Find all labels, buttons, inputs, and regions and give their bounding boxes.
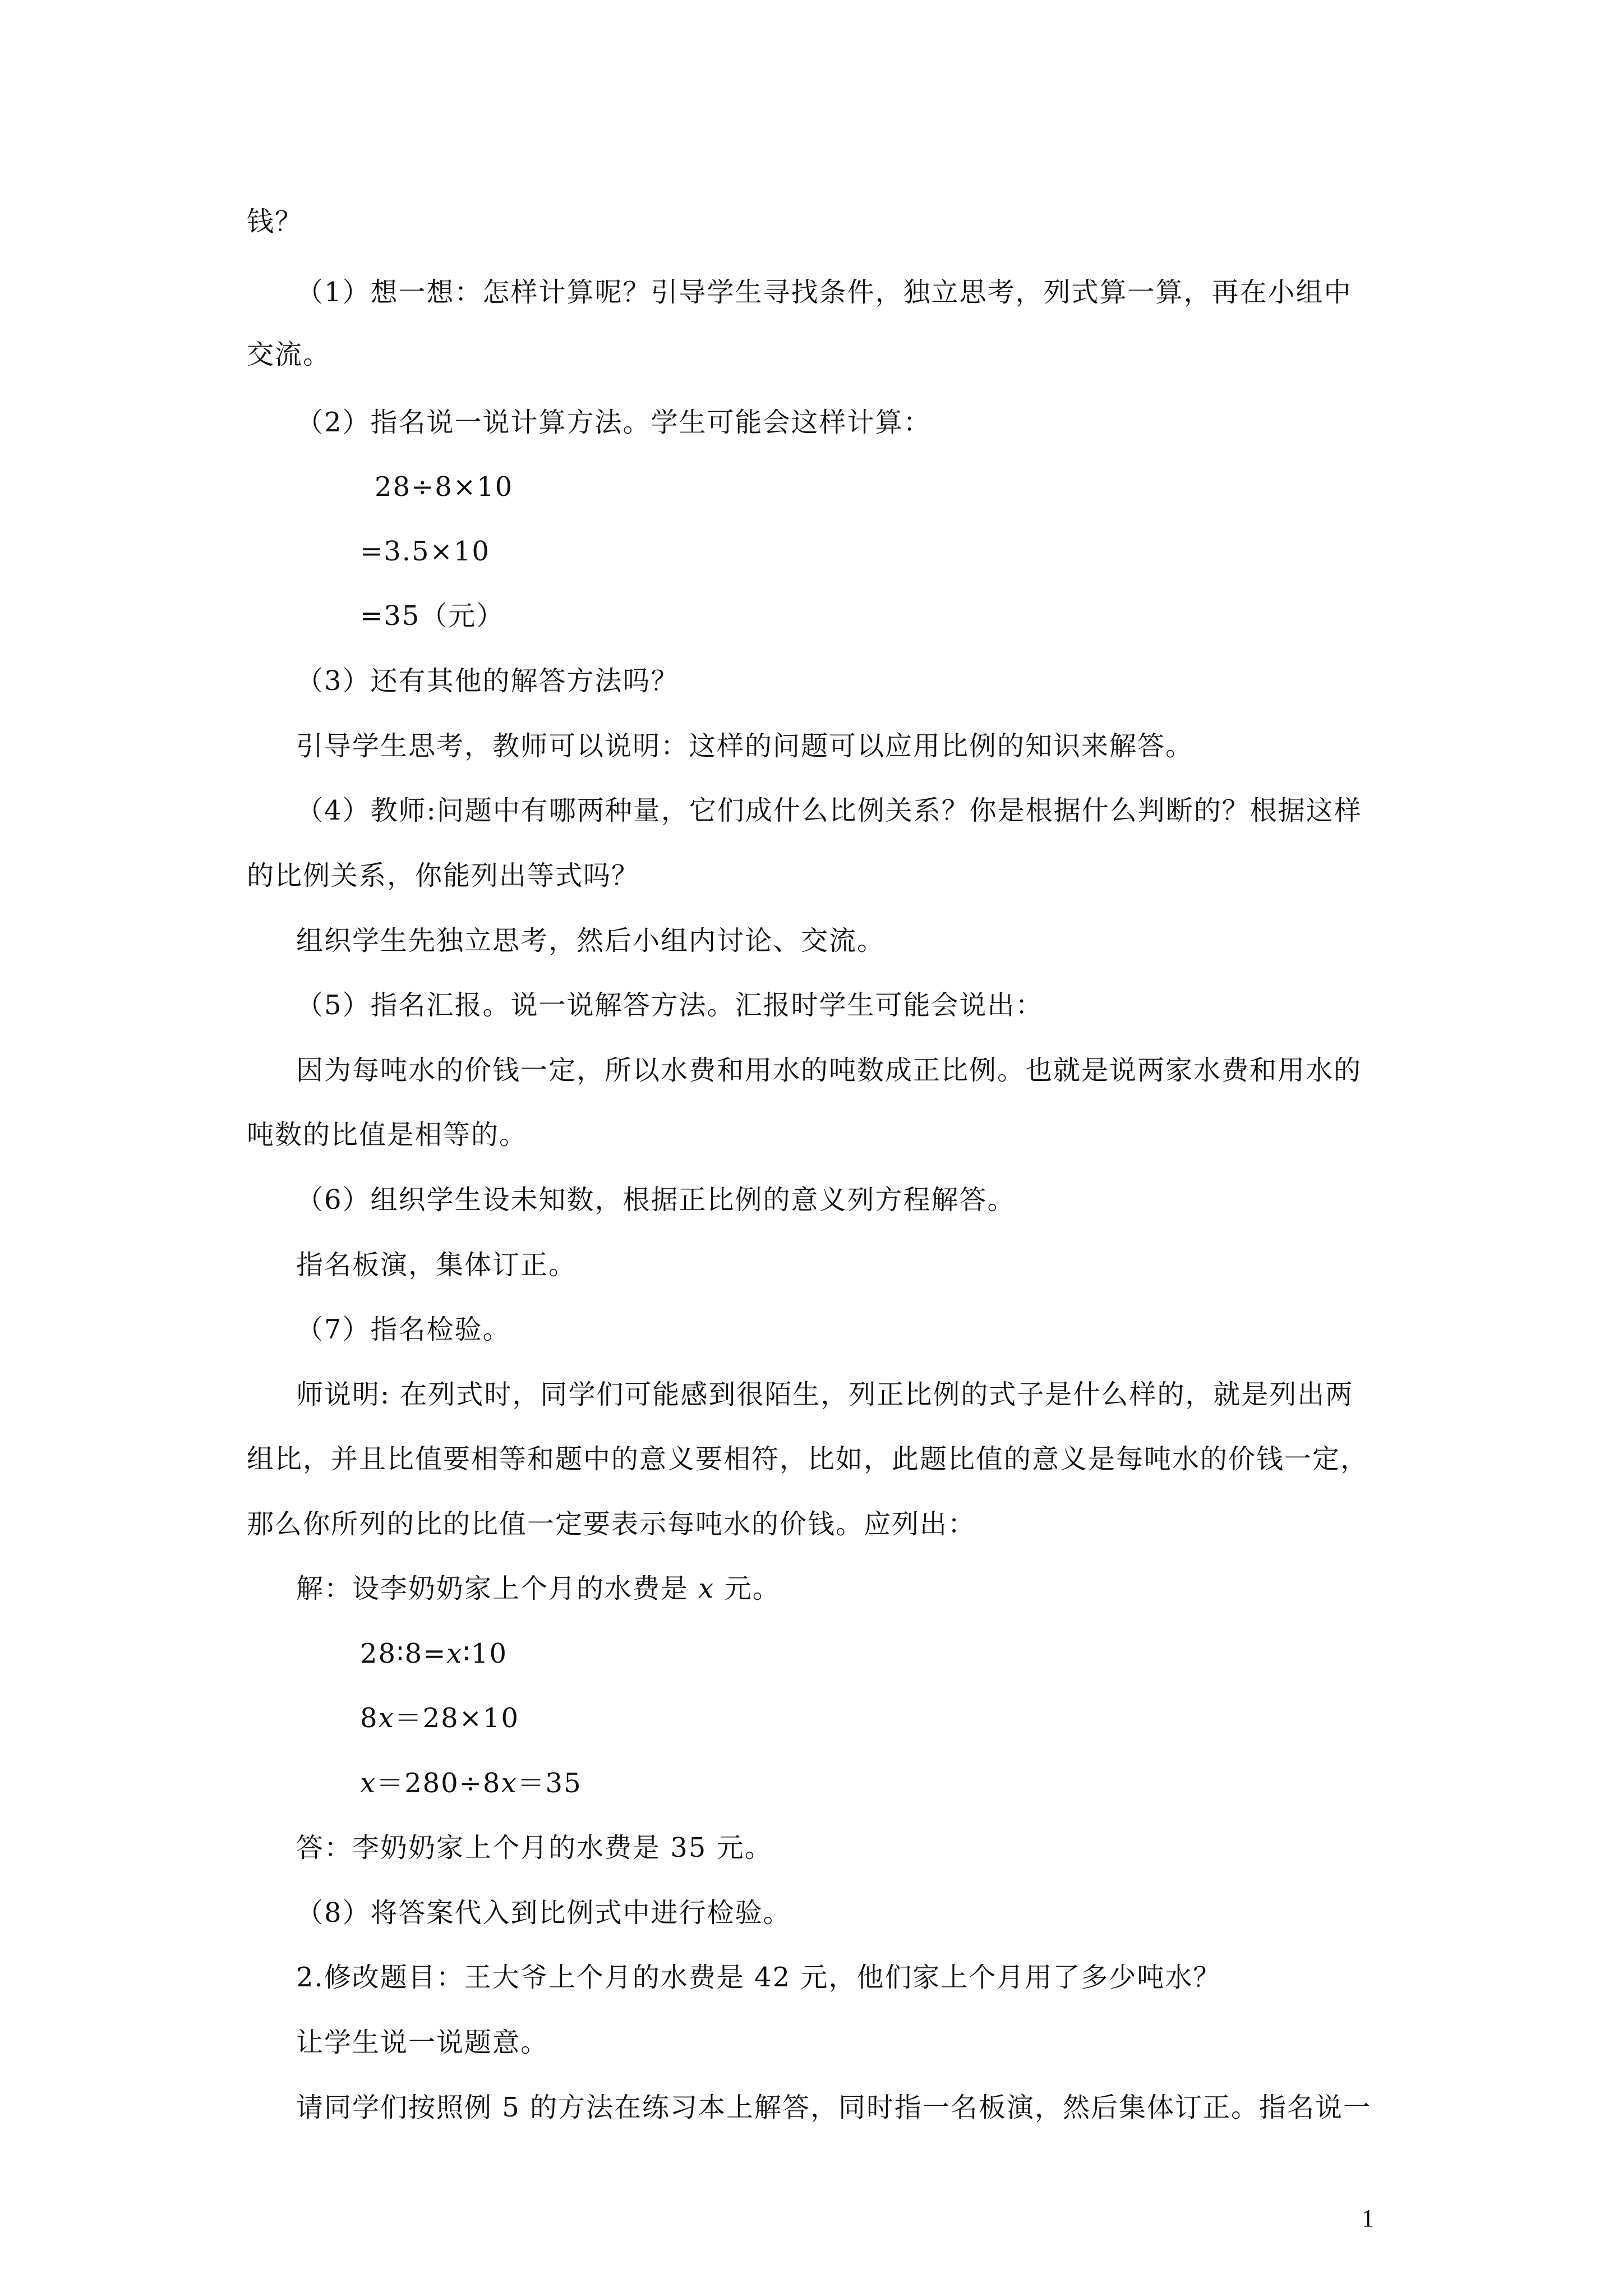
math-line: =35（元）: [360, 600, 505, 632]
text-line: （5）指名汇报。说一说解答方法。汇报时学生可能会说出：: [296, 990, 1044, 1021]
solution-text: 元。: [724, 1573, 781, 1604]
text-line: 吨数的比值是相等的。: [247, 1119, 528, 1151]
text-line: （3）还有其他的解答方法吗？: [296, 665, 679, 697]
text-line: 组织学生先独立思考，然后小组内讨论、交流。: [296, 925, 886, 956]
equation-part: ∶10: [463, 1638, 508, 1669]
math-line: 28÷8×10: [375, 471, 514, 503]
variable-x: x: [360, 1768, 377, 1799]
text-line: （2）指名说一说计算方法。学生可能会这样计算：: [296, 407, 932, 438]
equation-part: 28∶8=: [360, 1638, 447, 1669]
text-line: 引导学生思考，教师可以说明：这样的问题可以应用比例的知识来解答。: [296, 730, 1194, 762]
math-line: =3.5×10: [360, 536, 490, 567]
text-line: 指名板演，集体订正。: [296, 1249, 577, 1281]
text-line: 2.修改题目：王大爷上个月的水费是 42 元，他们家上个月用了多少吨水？: [296, 1962, 1221, 1993]
text-line: （7）指名检验。: [296, 1314, 511, 1345]
text-line: 的比例关系，你能列出等式吗？: [247, 860, 640, 891]
page-number: 1: [1362, 2205, 1374, 2232]
text-line: 让学生说一说题意。: [296, 2027, 549, 2058]
text-line: （8）将答案代入到比例式中进行检验。: [296, 1897, 791, 1929]
text-line: （6）组织学生设未知数，根据正比例的意义列方程解答。: [296, 1184, 1016, 1216]
text-line: 组比，并且比值要相等和题中的意义要相符，比如，此题比值的意义是每吨水的价钱一定，: [247, 1443, 1369, 1475]
equation-line: [360, 1637, 508, 1671]
text-line: 请同学们按照例 5 的方法在练习本上解答，同时指一名板演，然后集体订正。指名说一: [296, 2092, 1372, 2123]
text-line: 交流。: [247, 339, 331, 370]
text-line: 师说明: 在列式时，同学们可能感到很陌生，列正比例的式子是什么样的，就是列出两: [296, 1379, 1354, 1410]
equation-part: 8: [360, 1703, 379, 1734]
text-line: （4）教师:问题中有哪两种量，它们成什么比例关系？你是根据什么判断的？根据这样: [296, 795, 1362, 826]
equation-line: [360, 1766, 582, 1800]
solution-text: 解：设李奶奶家上个月的水费是: [296, 1573, 689, 1604]
answer-line: 答：李奶奶家上个月的水费是 35 元。: [296, 1832, 773, 1864]
solution-line: [296, 1572, 781, 1605]
text-line: 那么你所列的比的比值一定要表示每吨水的价钱。应列出：: [247, 1508, 976, 1540]
variable-x: x: [501, 1768, 518, 1799]
text-line: 因为每吨水的价钱一定，所以水费和用水的吨数成正比例。也就是说两家水费和用水的: [296, 1055, 1362, 1086]
equation-part: ＝28×10: [394, 1703, 520, 1734]
variable-x: x: [446, 1638, 463, 1669]
equation-line: [360, 1701, 519, 1735]
variable-x: x: [698, 1573, 715, 1604]
variable-x: x: [378, 1703, 395, 1734]
text-line: （1）想一想：怎样计算呢？引导学生寻找条件，独立思考，列式算一算，再在小组中: [296, 277, 1352, 308]
text-line: 钱？: [247, 206, 303, 237]
equation-part: ＝35: [517, 1768, 582, 1799]
equation-part: ＝280÷8: [376, 1768, 501, 1799]
